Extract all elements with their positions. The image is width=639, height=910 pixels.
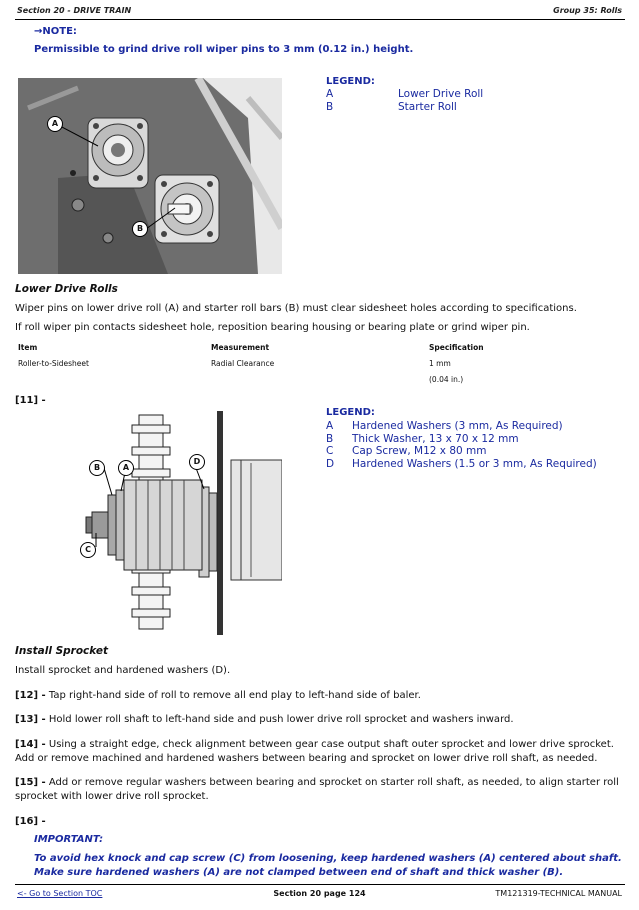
drive-rolls-figure bbox=[18, 78, 282, 274]
callout-b: B bbox=[132, 221, 148, 237]
table-cell-specification-imperial: (0.04 in.) bbox=[429, 375, 464, 384]
step-text: Tap right-hand side of roll to remove all end play to left-hand side of baler. bbox=[48, 690, 421, 701]
callout-b: B bbox=[89, 460, 105, 476]
legend-key: A bbox=[326, 420, 334, 432]
legend-value: Thick Washer, 13 x 70 x 12 mm bbox=[352, 432, 519, 445]
step-text: Using a straight edge, check alignment between gear case output shaft outer sprocket and lower drive sprocket. Add or remove machined and hardened washers between bearing and sprocket on lower drive roll shaft, as needed. bbox=[15, 739, 614, 764]
step-number: [15] - bbox=[15, 777, 46, 788]
table-header-specification: Specification bbox=[429, 343, 484, 352]
section-toc-link[interactable]: <- Go to Section TOC bbox=[17, 889, 103, 898]
table-header-item: Item bbox=[18, 343, 38, 352]
header-section-title: Section 20 - DRIVE TRAIN bbox=[17, 6, 132, 15]
legend-key: B bbox=[326, 432, 334, 445]
table-cell-specification: 1 mm bbox=[429, 359, 451, 368]
table-cell-item: Roller-to-Sidesheet bbox=[18, 359, 89, 368]
step-number: [13] - bbox=[15, 714, 46, 725]
step-text: Add or remove regular washers between bearing and sprocket on starter roll shaft, as needed, to align starter roll sprocket with lower drive roll sprocket. bbox=[15, 777, 619, 802]
legend-key: B bbox=[326, 100, 334, 113]
lower-drive-rolls-paragraph-1: Wiper pins on lower drive roll (A) and starter roll bars (B) must clear sidesheet holes according to specifications. bbox=[15, 303, 577, 314]
callout-c: C bbox=[80, 542, 96, 558]
step-number: [16] - bbox=[15, 816, 46, 827]
step-12 bbox=[15, 689, 625, 703]
legend-value: Hardened Washers (3 mm, As Required) bbox=[352, 420, 563, 432]
legend-list bbox=[326, 88, 576, 113]
header-group-title: Group 35: Rolls bbox=[553, 6, 622, 15]
legend-key: C bbox=[326, 445, 334, 457]
step-16 bbox=[15, 815, 625, 829]
note-label: →NOTE: bbox=[34, 26, 77, 37]
legend-item bbox=[326, 101, 576, 114]
footer-divider bbox=[15, 884, 625, 885]
important-label: IMPORTANT: bbox=[34, 834, 104, 845]
lower-drive-rolls-paragraph-2: If roll wiper pin contacts sidesheet hole, reposition bearing housing or bearing plate or grind wiper pin. bbox=[15, 322, 530, 333]
install-sprocket-text: Install sprocket and hardened washers (D). bbox=[15, 665, 231, 676]
step-number: [14] - bbox=[15, 739, 46, 750]
footer-page-number: Section 20 page 124 bbox=[273, 889, 366, 898]
legend-title: LEGEND: bbox=[326, 407, 375, 418]
step-15 bbox=[15, 776, 625, 804]
step-14 bbox=[15, 738, 625, 766]
header-divider bbox=[15, 19, 625, 20]
table-cell-measurement: Radial Clearance bbox=[211, 359, 275, 368]
table-header-measurement: Measurement bbox=[211, 343, 270, 352]
legend-key: D bbox=[326, 457, 335, 470]
callout-a: A bbox=[118, 460, 134, 476]
legend-item bbox=[326, 458, 626, 471]
footer-manual-id: TM121319-TECHNICAL MANUAL bbox=[495, 889, 622, 898]
sprocket-figure bbox=[76, 405, 282, 637]
step-text: Hold lower roll shaft to left-hand side and push lower drive roll sprocket and washers inward. bbox=[48, 714, 514, 725]
legend-title: LEGEND: bbox=[326, 76, 375, 87]
important-line-2: Make sure hardened washers (A) are not clamped between end of shaft and thick washer (B). bbox=[34, 867, 564, 878]
important-line-1: To avoid hex knock and cap screw (C) from loosening, keep hardened washers (A) centered about shaft. bbox=[34, 853, 622, 864]
legend-value: Cap Screw, M12 x 80 mm bbox=[352, 445, 487, 457]
step-11-label: [11] - bbox=[15, 395, 46, 406]
callout-a: A bbox=[47, 116, 63, 132]
legend-item bbox=[326, 445, 626, 458]
note-text: Permissible to grind drive roll wiper pins to 3 mm (0.12 in.) height. bbox=[34, 44, 414, 55]
legend-key: A bbox=[326, 88, 334, 100]
install-sprocket-heading: Install Sprocket bbox=[15, 645, 109, 657]
step-number: [12] - bbox=[15, 690, 46, 701]
legend-list bbox=[326, 420, 626, 470]
legend-item bbox=[326, 433, 626, 446]
callout-d: D bbox=[189, 454, 205, 470]
lower-drive-rolls-heading: Lower Drive Rolls bbox=[15, 283, 118, 295]
legend-value: Starter Roll bbox=[398, 100, 457, 113]
legend-item bbox=[326, 88, 576, 101]
legend-value: Lower Drive Roll bbox=[398, 88, 484, 100]
step-13 bbox=[15, 713, 625, 727]
legend-item bbox=[326, 420, 626, 433]
legend-value: Hardened Washers (1.5 or 3 mm, As Required) bbox=[352, 457, 597, 470]
